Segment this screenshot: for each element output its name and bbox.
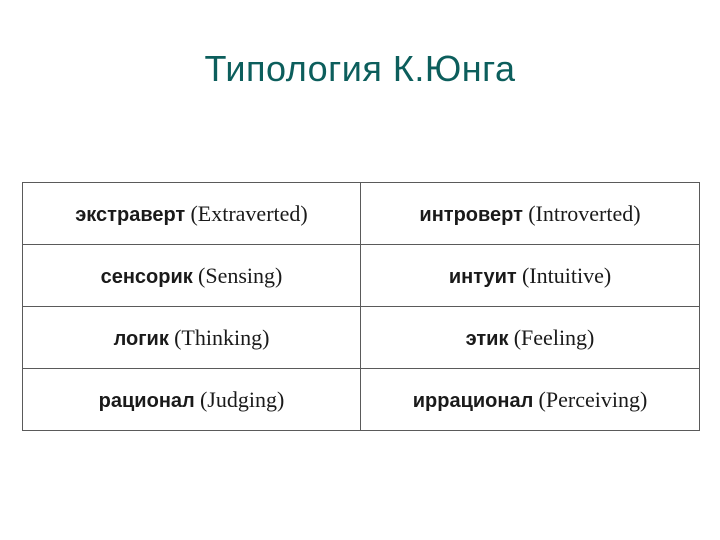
english-term: (Perceiving) [538,386,648,412]
russian-term: интуит [448,265,517,288]
english-term: (Thinking) [174,324,270,350]
english-term: (Introverted) [528,200,641,226]
english-term: (Feeling) [513,324,595,350]
russian-term: рационал [98,389,195,412]
russian-term: сенсорик [100,265,193,288]
table-cell [361,307,700,369]
typology-table [22,182,700,431]
russian-term: экстраверт [75,203,186,226]
english-term: (Extraverted) [190,200,308,226]
russian-term: этик [465,327,509,350]
table-cell [361,369,700,431]
table-cell [23,183,361,245]
table-row [23,183,700,245]
table-row [23,307,700,369]
english-term: (Sensing) [198,262,283,288]
russian-term: интроверт [419,203,523,226]
page-title: Типология К.Юнга [204,48,516,89]
english-term: (Intuitive) [521,262,612,288]
table-row [23,369,700,431]
english-term: (Judging) [199,386,285,412]
table-cell [23,307,361,369]
table-row [23,245,700,307]
table-cell [23,369,361,431]
russian-term: логик [113,327,169,350]
russian-term: иррационал [412,389,534,412]
table-cell [361,183,700,245]
table-cell [23,245,361,307]
table-cell [361,245,700,307]
